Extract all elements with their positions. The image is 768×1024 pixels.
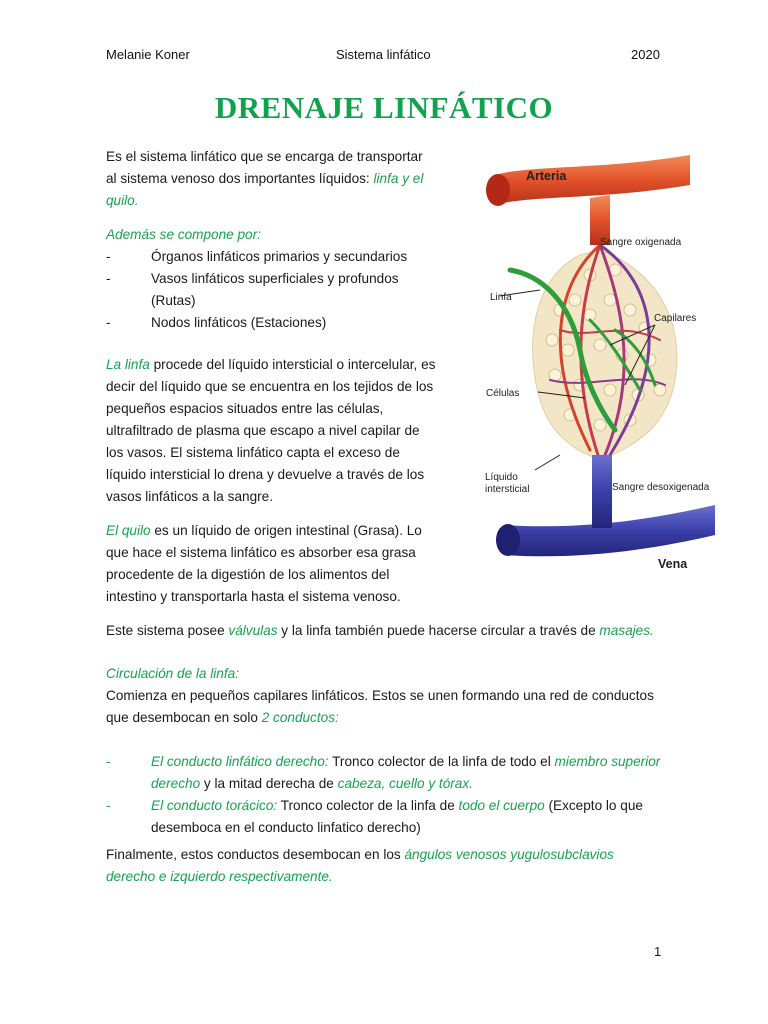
intro-paragraph (106, 146, 436, 212)
conduct-right-term-3: cabeza, cuello y tórax. (337, 776, 473, 791)
artery-opening (486, 174, 510, 206)
composition-heading: Además se compone por: (106, 227, 261, 242)
quilo-paragraph (106, 520, 436, 608)
list-item: - Órganos linfáticos primarios y secundarios (106, 246, 436, 268)
circulation-heading: Circulación de la linfa: (106, 666, 239, 681)
circulation-paragraph (106, 685, 666, 729)
header-author: Melanie Koner (106, 47, 190, 62)
header-year: 2020 (631, 47, 660, 62)
header-subject: Sistema linfático (336, 47, 431, 62)
page-title: DRENAJE LINFÁTICO (214, 90, 554, 125)
label-oxygenated: Sangre oxigenada (600, 237, 682, 248)
label-vein: Vena (658, 557, 688, 571)
valves-term-2: masajes. (599, 623, 654, 638)
vein-opening (496, 524, 520, 556)
conduct-thoracic-term: El conducto torácico: (151, 798, 278, 813)
page-number: 1 (654, 944, 662, 959)
circulation-text: Comienza en pequeños capilares linfáticos. Estos se unen formando una red de conductos que desembocan en solo (106, 688, 654, 725)
lymphatic-drainage-diagram (440, 150, 758, 588)
conduct-thoracic-text-2: (Excepto lo que desemboca en el conducto linfatico derecho) (151, 798, 643, 835)
label-lymph: Linfa (490, 292, 512, 303)
list-item: - Nodos linfáticos (Estaciones) (106, 312, 436, 334)
valves-term-1: válvulas (228, 623, 278, 638)
label-artery: Arteria (526, 169, 567, 183)
label-interstitial-2: intersticial (485, 484, 530, 495)
label-deoxygenated: Sangre desoxigenada (612, 482, 710, 493)
composition-list (106, 246, 436, 334)
intro-highlight: linfa y el quilo. (106, 171, 424, 208)
label-cells: Células (486, 388, 520, 399)
quilo-term: El quilo (106, 523, 151, 538)
artery-vessel (495, 155, 690, 205)
final-term: ángulos venosos yugulosubclavios derecho e izquierdo respectivamente. (106, 847, 614, 884)
valves-paragraph (106, 620, 666, 642)
quilo-text: es un líquido de origen intestinal (Grasa). Lo que hace el sistema linfático es absorber esa grasa procedente de la digestión de los alimentos del intestino y transportarla hasta el sistema venoso. (106, 523, 422, 604)
label-interstitial-1: Líquido (485, 472, 518, 483)
linfa-text: procede del líquido intersticial o intercelular, es decir del líquido que se encuentra en los tejidos de los pequeños espacios situados entre las células, ultrafiltrado de plasma que escapo a nivel capilar de los vasos. El sistema linfático capta el exceso de líquido intersticial lo drena y devuelve a través de los vasos linfáticos a la sangre. (106, 357, 436, 504)
final-text: Finalmente, estos conductos desembocan en los (106, 847, 405, 862)
valves-text-2: y la linfa también puede hacerse circular a través de (277, 623, 600, 638)
conduct-right-text-2: y la mitad derecha de (200, 776, 338, 791)
final-paragraph (106, 844, 666, 888)
list-item (106, 751, 666, 795)
linfa-paragraph (106, 354, 436, 508)
circulation-term: 2 conductos: (261, 710, 339, 725)
list-item: - Vasos linfáticos superficiales y profundos (Rutas) (106, 268, 436, 312)
composition-section (106, 224, 436, 334)
valves-text-1: Este sistema posee (106, 623, 229, 638)
conduct-right-term-2: miembro superior derecho (151, 754, 661, 791)
linfa-term: La linfa (106, 357, 150, 372)
label-capillaries: Capilares (654, 313, 697, 324)
circulation-section (106, 663, 666, 839)
conduct-thoracic-term-2: todo el cuerpo (458, 798, 545, 813)
intro-text: Es el sistema linfático que se encarga de transportar al sistema venoso dos importantes líquidos: (106, 149, 423, 186)
conduct-thoracic-text-1: Tronco colector de la linfa de (277, 798, 459, 813)
conduct-right-term: El conducto linfático derecho: (151, 754, 329, 769)
conduct-right-text-1: Tronco colector de la linfa de todo el (328, 754, 555, 769)
conduct-list (106, 751, 666, 839)
list-item (106, 795, 666, 839)
